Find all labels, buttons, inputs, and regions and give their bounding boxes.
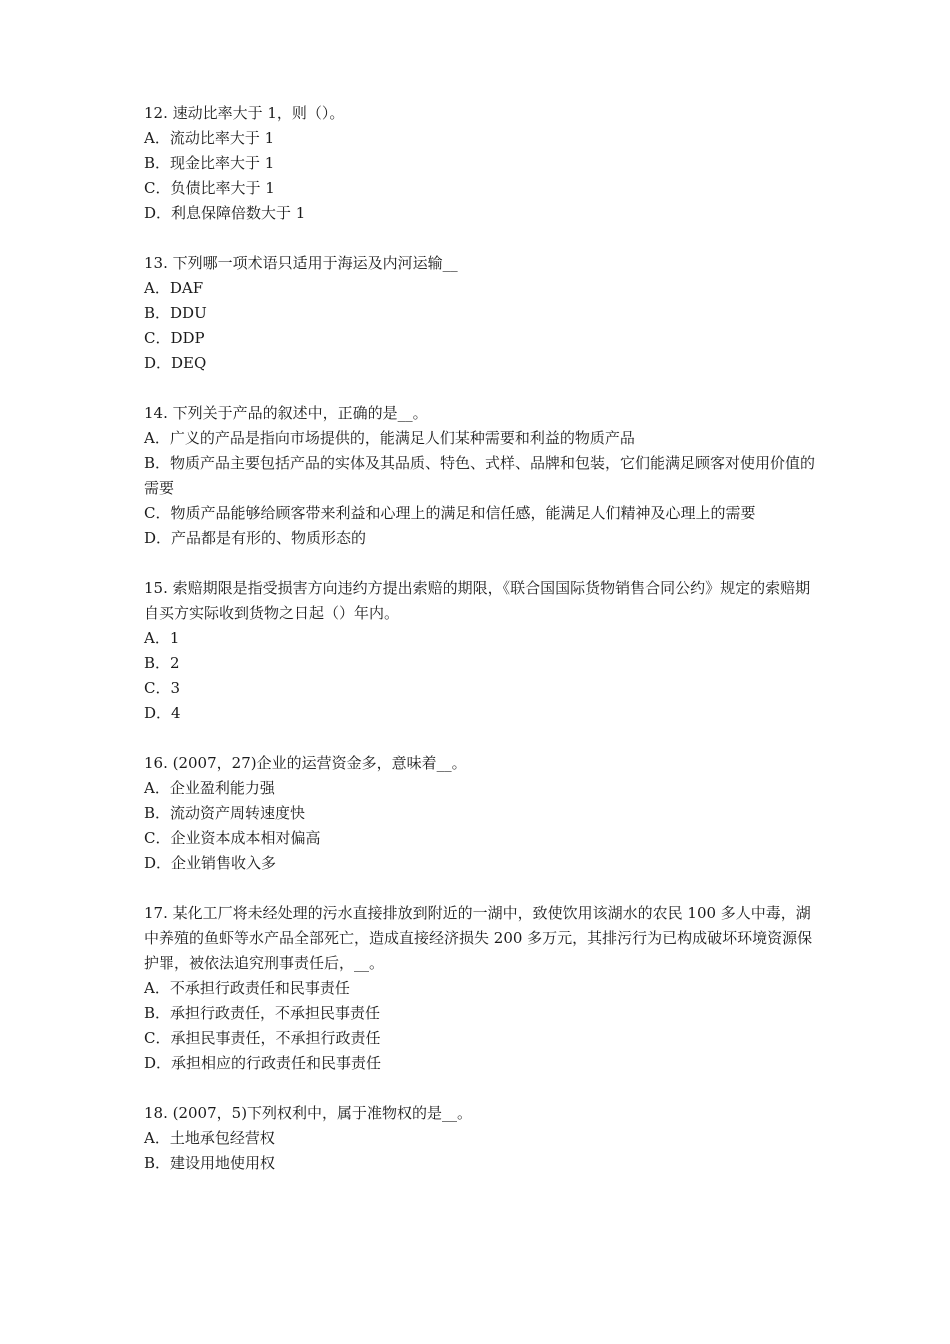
option-a: A．企业盈利能力强: [144, 779, 275, 797]
option-d: D．DEQ: [144, 354, 207, 372]
option-d: D．利息保障倍数大于 1: [144, 204, 306, 222]
option-c: C．负债比率大于 1: [144, 179, 275, 197]
option-b: B．流动资产周转速度快: [144, 804, 306, 822]
question-14: [144, 401, 824, 551]
option-c: C．3: [144, 679, 181, 697]
option-c: C．物质产品能够给顾客带来利益和心理上的满足和信任感，能满足人们精神及心理上的需要: [144, 504, 756, 522]
option-b: B．物质产品主要包括产品的实体及其品质、特色、式样、品牌和包装，它们能满足顾客对使用价值的需要: [144, 454, 816, 497]
option-d: D．产品都是有形的、物质形态的: [144, 529, 367, 547]
option-c: C．承担民事责任，不承担行政责任: [144, 1029, 381, 1047]
question-list: [144, 101, 824, 1201]
option-a: A．土地承包经营权: [144, 1129, 275, 1147]
question-17: [144, 901, 824, 1076]
question-stem: 14. 下列关于产品的叙述中，正确的是__。: [144, 404, 428, 422]
question-13: [144, 251, 824, 376]
option-b: B．DDU: [144, 304, 207, 322]
question-stem: 17. 某化工厂将未经处理的污水直接排放到附近的一湖中，致使饮用该湖水的农民 100 多人中毒，湖中养殖的鱼虾等水产品全部死亡，造成直接经济损失 200 多万元，其排污行为已构成破坏环境资源保护罪，被依法追究刑事责任后，__。: [144, 904, 813, 972]
question-16: [144, 751, 824, 876]
option-d: D．承担相应的行政责任和民事责任: [144, 1054, 382, 1072]
option-a: A．不承担行政责任和民事责任: [144, 979, 350, 997]
question-18: [144, 1101, 824, 1176]
option-a: A．1: [144, 629, 180, 647]
question-15: [144, 576, 824, 726]
option-a: A．流动比率大于 1: [144, 129, 275, 147]
option-b: B．承担行政责任，不承担民事责任: [144, 1004, 381, 1022]
option-a: A．广义的产品是指向市场提供的，能满足人们某种需要和利益的物质产品: [144, 429, 635, 447]
question-stem: 13. 下列哪一项术语只适用于海运及内河运输__: [144, 254, 458, 272]
option-c: C．DDP: [144, 329, 205, 347]
option-d: D．4: [144, 704, 181, 722]
option-a: A．DAF: [144, 279, 204, 297]
question-stem: 12. 速动比率大于 1，则（）。: [144, 104, 345, 122]
option-d: D．企业销售收入多: [144, 854, 277, 872]
question-12: [144, 101, 824, 226]
option-c: C．企业资本成本相对偏高: [144, 829, 321, 847]
question-stem: 15. 索赔期限是指受损害方向违约方提出索赔的期限，《联合国国际货物销售合同公约》规定的索赔期自买方实际收到货物之日起（）年内。: [144, 579, 811, 622]
question-stem: 16. (2007，27)企业的运营资金多，意味着__。: [144, 754, 467, 772]
option-b: B．建设用地使用权: [144, 1154, 276, 1172]
option-b: B．2: [144, 654, 180, 672]
option-b: B．现金比率大于 1: [144, 154, 275, 172]
question-stem: 18. (2007，5)下列权利中，属于准物权的是__。: [144, 1104, 473, 1122]
